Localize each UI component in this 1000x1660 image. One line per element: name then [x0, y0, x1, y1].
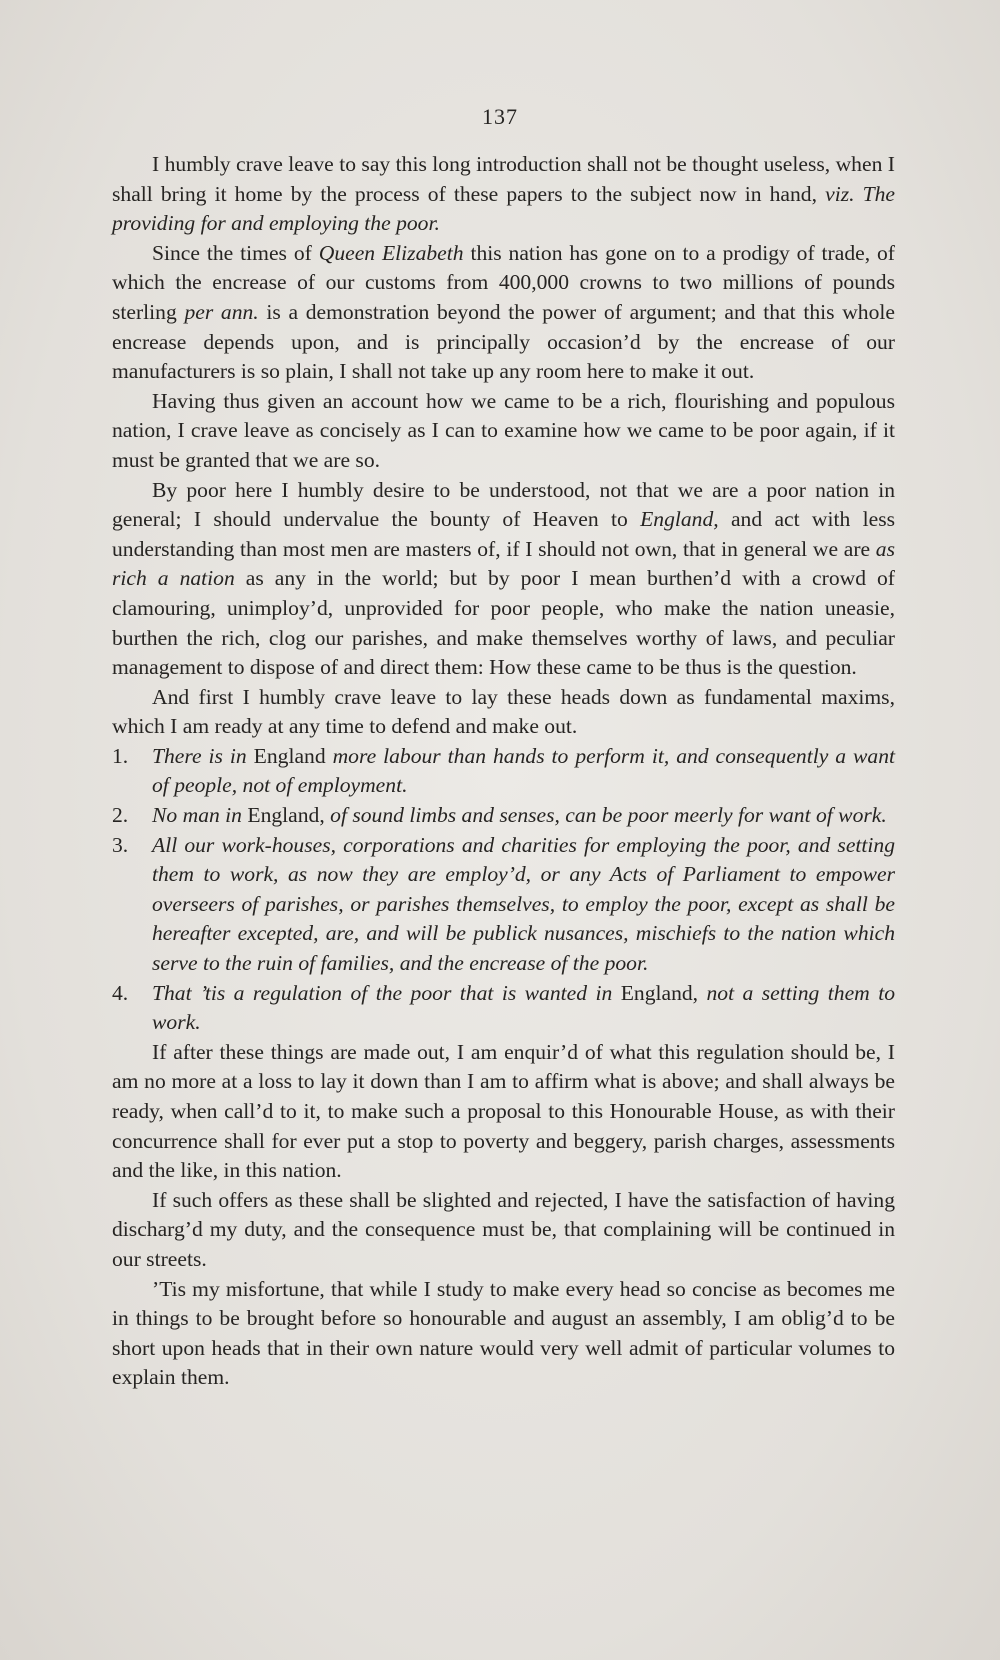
- italic-run: That ’tis a regulation of the poor that is wanted in: [152, 980, 621, 1005]
- text-run: as any in the world; but by poor I mean burthen’d with a crowd of clamouring, unimploy’d, unprovided for poor people, who make the nation uneasie, burthen the rich, clog our parishes, and make themselves worthy of laws, and peculiar management to dispose of and direct them: How these came to be thus is the question.: [112, 566, 895, 680]
- paragraph-misfortune: ’Tis my misfortune, that while I study to make every head so concise as becomes me in things to be brought before so honourable and august an assembly, I am oblig’d to be short upon heads that in their own nature would very well admit of particular volumes to explain them.: [112, 1276, 895, 1390]
- italic-run: as rich a nation: [112, 536, 895, 591]
- text-run: By poor here I humbly desire to be understood, not that we are a poor nation in general; I should undervalue the bounty of Heaven to: [112, 477, 895, 532]
- maxim-item: [112, 742, 895, 801]
- italic-run: not a setting them to work.: [152, 980, 895, 1035]
- paragraph-maxims-intro: And first I humbly crave leave to lay these heads down as fundamental maxims, which I am ready at any time to defend and make out.: [112, 684, 895, 739]
- italic-run: All our work-houses, corporations and charities for employing the poor, and setting them to work, as now they are employ’d, or any Acts of Parliament to empower overseers of parishes, or parishes themselves, to employ the poor, except as shall be hereafter excepted, are, and will be publick nusances, mischiefs to the nation which serve to the ruin of families, and the encrease of the poor.: [152, 832, 895, 976]
- paragraph-account: Having thus given an account how we came to be a rich, flourishing and populous nation, I crave leave as concisely as I can to examine how we came to be poor again, if it must be granted that we are so.: [112, 388, 895, 472]
- text-run: Since the times of: [152, 240, 319, 265]
- italic-run: of sound limbs and senses, can be poor meerly for want of work.: [324, 803, 887, 828]
- text-run: England,: [620, 980, 699, 1005]
- maxim-item: [112, 831, 895, 979]
- paragraph-offers: If such offers as these shall be slighted and rejected, I have the satisfaction of having discharg’d my duty, and the consequence must be, that complaining will be continued in our streets.: [112, 1187, 895, 1271]
- italic-run: No man in: [152, 803, 248, 828]
- paragraph-regulation: If after these things are made out, I am enquir’d of what this regulation should be, I am no more at a loss to lay it down than I am to affirm what is above; and shall always be ready, when call’d to it, to make such a proposal to this Honourable House, as with their concurrence shall for ever put a stop to poverty and beggery, parish charges, assessments and the like, in this nation.: [112, 1039, 895, 1183]
- paragraph-poor: [112, 476, 895, 683]
- text-run: this nation has gone on to a prodigy of trade, of which the encrease of our customs from 400,000 crowns to two millions of pounds sterling: [112, 240, 895, 324]
- italic-run: viz. The providing for and employing the poor.: [112, 181, 895, 236]
- text-run: and act with less understanding than most men are masters of, if I should not own, that in general we are: [112, 507, 895, 561]
- maxim-item: [112, 801, 895, 831]
- text-run: I humbly crave leave to say this long introduction shall not be thought useless, when I shall bring it home by the process of these papers to the subject now in hand,: [112, 152, 895, 206]
- italic-run: per ann.: [184, 299, 259, 324]
- text-run: England: [253, 743, 326, 768]
- paragraph-trade: [112, 239, 895, 387]
- italic-run: Queen Elizabeth: [318, 240, 464, 265]
- maxim-item: [112, 979, 895, 1038]
- maxim-number: 1.: [112, 743, 129, 768]
- maxim-number: 3.: [112, 832, 129, 857]
- body-text: [112, 150, 895, 1393]
- italic-run: England,: [640, 507, 719, 532]
- maxim-number: 2.: [112, 803, 129, 828]
- italic-run: There is in: [152, 743, 254, 768]
- page-number: 137: [482, 104, 518, 129]
- text-run: England,: [247, 803, 325, 828]
- paragraph-introduction: [112, 150, 895, 239]
- maxim-number: 4.: [112, 980, 129, 1005]
- maxims-list: [112, 742, 895, 1038]
- text-run: is a demonstration beyond the power of argument; and that this whole encrease depends upon, and is principally occasion’d by the encrease of our manufacturers is so plain, I shall not take up any room here to make it out.: [112, 299, 895, 384]
- italic-run: more labour than hands to perform it, and consequently a want of people, not of employment.: [152, 743, 895, 798]
